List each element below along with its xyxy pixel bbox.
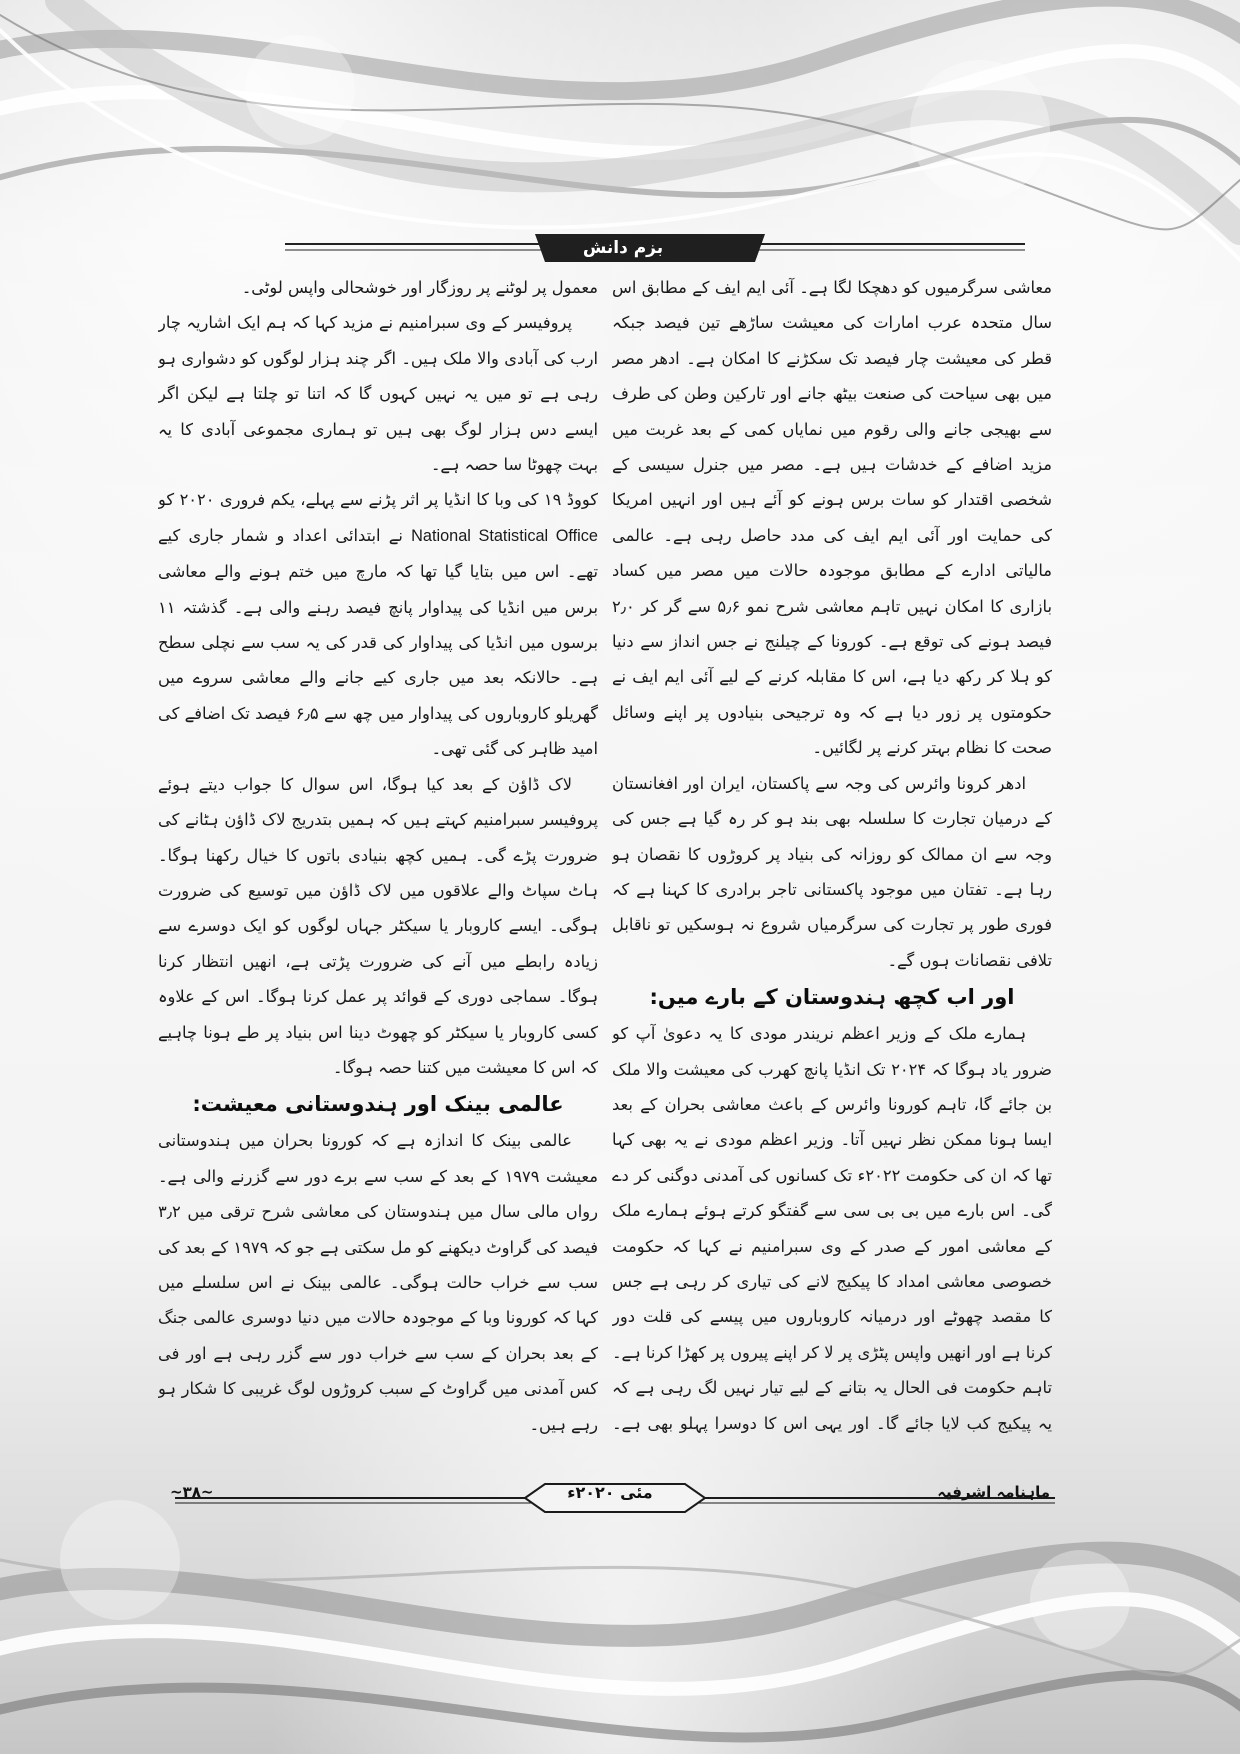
text-run: کووڈ ۱۹ کی وبا کا انڈیا پر اثر پڑنے سے پہلے، یکم فروری ۲۰۲۰ کو bbox=[158, 490, 598, 510]
footer-magazine-name: ماہنامہ اشرفیہ bbox=[937, 1483, 1050, 1501]
article-column-left bbox=[158, 270, 598, 1450]
text-run: نے ابتدائی اعداد و شمار جاری کیے تھے۔ اس میں بتایا گیا تھا کہ مارچ میں ختم ہونے والے معاشی برس میں انڈیا کی پیداوار پانچ فیصد رہنے والی ہے۔ گذشتہ ۱۱ برسوں میں انڈیا کی پیداوار کی قدر کی یہ سب سے نچلی سطح ہے۔ حالانکہ بعد میں جاری کیے جانے والے معاشی سروے میں گھریلو کاروباروں کی پیداوار میں چھ سے ۶٫۵ فیصد تک اضافے کی امید ظاہر کی گئی تھی۔ bbox=[158, 525, 598, 759]
paragraph: معمول پر لوٹنے پر روزگار اور خوشحالی واپس لوٹی۔ bbox=[241, 278, 598, 297]
paragraph: پروفیسر کے وی سبرامنیم نے مزید کہا کہ ہم ایک اشاریہ چار ارب کی آبادی والا ملک ہیں۔ اگر چند ہزار لوگوں کو دشواری ہو رہی ہے تو میں یہ نہیں کہوں گا کہ اتنا تو چلتا ہے لیکن اگر ایسے دس ہزار لوگ بھی ہیں تو ہماری مجموعی آبادی کا یہ بہت چھوٹا سا حصہ ہے۔ bbox=[158, 313, 598, 475]
section-title: بزم دانش bbox=[582, 238, 664, 258]
subheading: عالمی بینک اور ہندوستانی معیشت: bbox=[192, 1092, 564, 1117]
paragraph: عالمی بینک کا اندازہ ہے کہ کورونا بحران میں ہندوستانی معیشت ۱۹۷۹ کے بعد کے سب سے برے دور سے گزرنے والی ہے۔ رواں مالی سال میں ہندوستان کی معاشی شرح ترقی میں ۳٫۲ فیصد کی گراوٹ دیکھنے کو مل سکتی ہے جو کہ ۱۹۷۹ کے بعد کی سب سے خراب حالت ہوگی۔ عالمی بینک نے اس سلسلے میں کہا کہ کورونا وبا کے موجودہ حالات میں دنیا دوسری عالمی جنگ کے بعد بحران کے سب سے خراب دور سے گزر رہی ہے اور فی کس آمدنی میں گراوٹ کے سبب کروڑوں لوگ غریبی کا شکار ہو رہے ہیں۔ bbox=[158, 1131, 598, 1434]
footer-issue-date: مئی ۲۰۲۰ء bbox=[567, 1483, 653, 1502]
paragraph bbox=[158, 482, 598, 766]
paragraph: ادھر کرونا وائرس کی وجہ سے پاکستان، ایران اور افغانستان کے درمیان تجارت کا سلسلہ بھی بند ہو کر رہ گیا ہے جس کی وجہ سے ان ممالک کو روزانہ کی بنیاد پر کروڑوں کا نقصان ہو رہا ہے۔ تفتان میں موجود پاکستانی تاجر برادری کا کہنا ہے کہ فوری طور پر تجارت کی سرگرمیاں شروع نہ ہوسکیں تو ناقابل تلافی نقصانات ہوں گے۔ bbox=[612, 773, 1052, 970]
english-term: National Statistical Office bbox=[411, 526, 598, 545]
paragraph bbox=[158, 1442, 598, 1450]
paragraph: ہمارے ملک کے وزیر اعظم نریندر مودی کا یہ دعویٰ آپ کو ضرور یاد ہوگا کہ ۲۰۲۴ تک انڈیا پانچ کھرب کی معیشت والا ملک بن جائے گا، تاہم کورونا وائرس کے باعث معاشی بحران کے بعد ایسا ہونا ممکن نظر نہیں آتا۔ وزیر اعظم مودی نے یہ بھی کہا تھا کہ ان کی حکومت ۲۰۲۲ء تک کسانوں کی آمدنی دوگنی کر دے گی۔ اس بارے میں بی بی سی سے گفتگو کرتے ہوئے ہمارے ملک کے معاشی امور کے صدر کے وی سبرامنیم نے کہا کہ حکومت خصوصی معاشی امداد کا پیکیج لانے کی تیاری کر رہی ہے جس کا مقصد چھوٹے اور درمیانہ کاروباروں میں پیسے کی قلت دور کرنا ہے اور انھیں واپس پٹڑی پر لا کر اپنے پیروں پر کھڑا کرنا ہے۔ تاہم حکومت فی الحال یہ بتانے کے لیے تیار نہیں لگ رہی ہے کہ یہ پیکیج کب لایا جائے گا۔ اور یہی اس کا دوسرا پہلو بھی ہے۔ bbox=[612, 1024, 1052, 1433]
footer-page-number: ~۳۸~ bbox=[170, 1483, 214, 1501]
paragraph: لاک ڈاؤن کے بعد کیا ہوگا، اس سوال کا جواب دیتے ہوئے پروفیسر سبرامنیم کہتے ہیں کہ ہمیں بتدریج لاک ڈاؤن ہٹانے کی ضرورت پڑے گی۔ ہمیں کچھ بنیادی باتوں کا خیال رکھنا ہوگا۔ ہاٹ سپاٹ والے علاقوں میں لاک ڈاؤن میں توسیع کی ضرورت ہوگی۔ ایسے کاروبار یا سیکٹر جہاں لوگوں کو ایک دوسرے سے زیادہ رابطے میں آنے کی ضرورت پڑتی ہے، انھیں انتظار کرنا ہوگا۔ سماجی دوری کے قوائد پر عمل کرنا ہوگا۔ اس کے علاوہ کسی کاروبار یا سیکٹر کو چھوٹ دینا اس بنیاد پر طے ہونا چاہیے کہ اس کا معیشت میں کتنا حصہ ہوگا۔ bbox=[158, 774, 598, 1077]
subheading: اور اب کچھ ہندوستان کے بارے میں: bbox=[649, 985, 1015, 1010]
paragraph: معاشی سرگرمیوں کو دھچکا لگا ہے۔ آئی ایم ایف کے مطابق اس سال متحدہ عرب امارات کی معیشت ساڑھے تین فیصد جبکہ قطر کی معیشت چار فیصد تک سکڑنے کا امکان ہے۔ ادھر مصر میں بھی سیاحت کی صنعت بیٹھ جانے اور تارکین وطن کی طرف سے بھیجی جانے والی رقوم میں نمایاں کمی کے بعد غربت میں مزید اضافے کے خدشات ہیں ہے۔ مصر میں جنرل سیسی کے شخصی اقتدار کو سات برس ہونے کو آئے ہیں اور انہیں امریکا کی حمایت اور آئی ایم ایف کی مدد حاصل رہی ہے۔ عالمی مالیاتی ادارے کے مطابق موجودہ حالات میں مصر میں کساد بازاری کا امکان نہیں تاہم معاشی شرح نمو ۵٫۶ سے گر کر ۲٫۰ فیصد ہونے کی توقع ہے۔ کورونا کے چیلنج نے جس انداز سے دنیا کو ہلا کر رکھ دیا ہے، اس کا مقابلہ کرنے کے لیے آئی ایم ایف نے حکومتوں پر زور دیا ہے کہ وہ ترجیحی بنیادوں پر اپنے وسائل صحت کا نظام بہتر کرنے پر لگائیں۔ bbox=[612, 278, 1052, 758]
article-column-right bbox=[612, 270, 1052, 1450]
